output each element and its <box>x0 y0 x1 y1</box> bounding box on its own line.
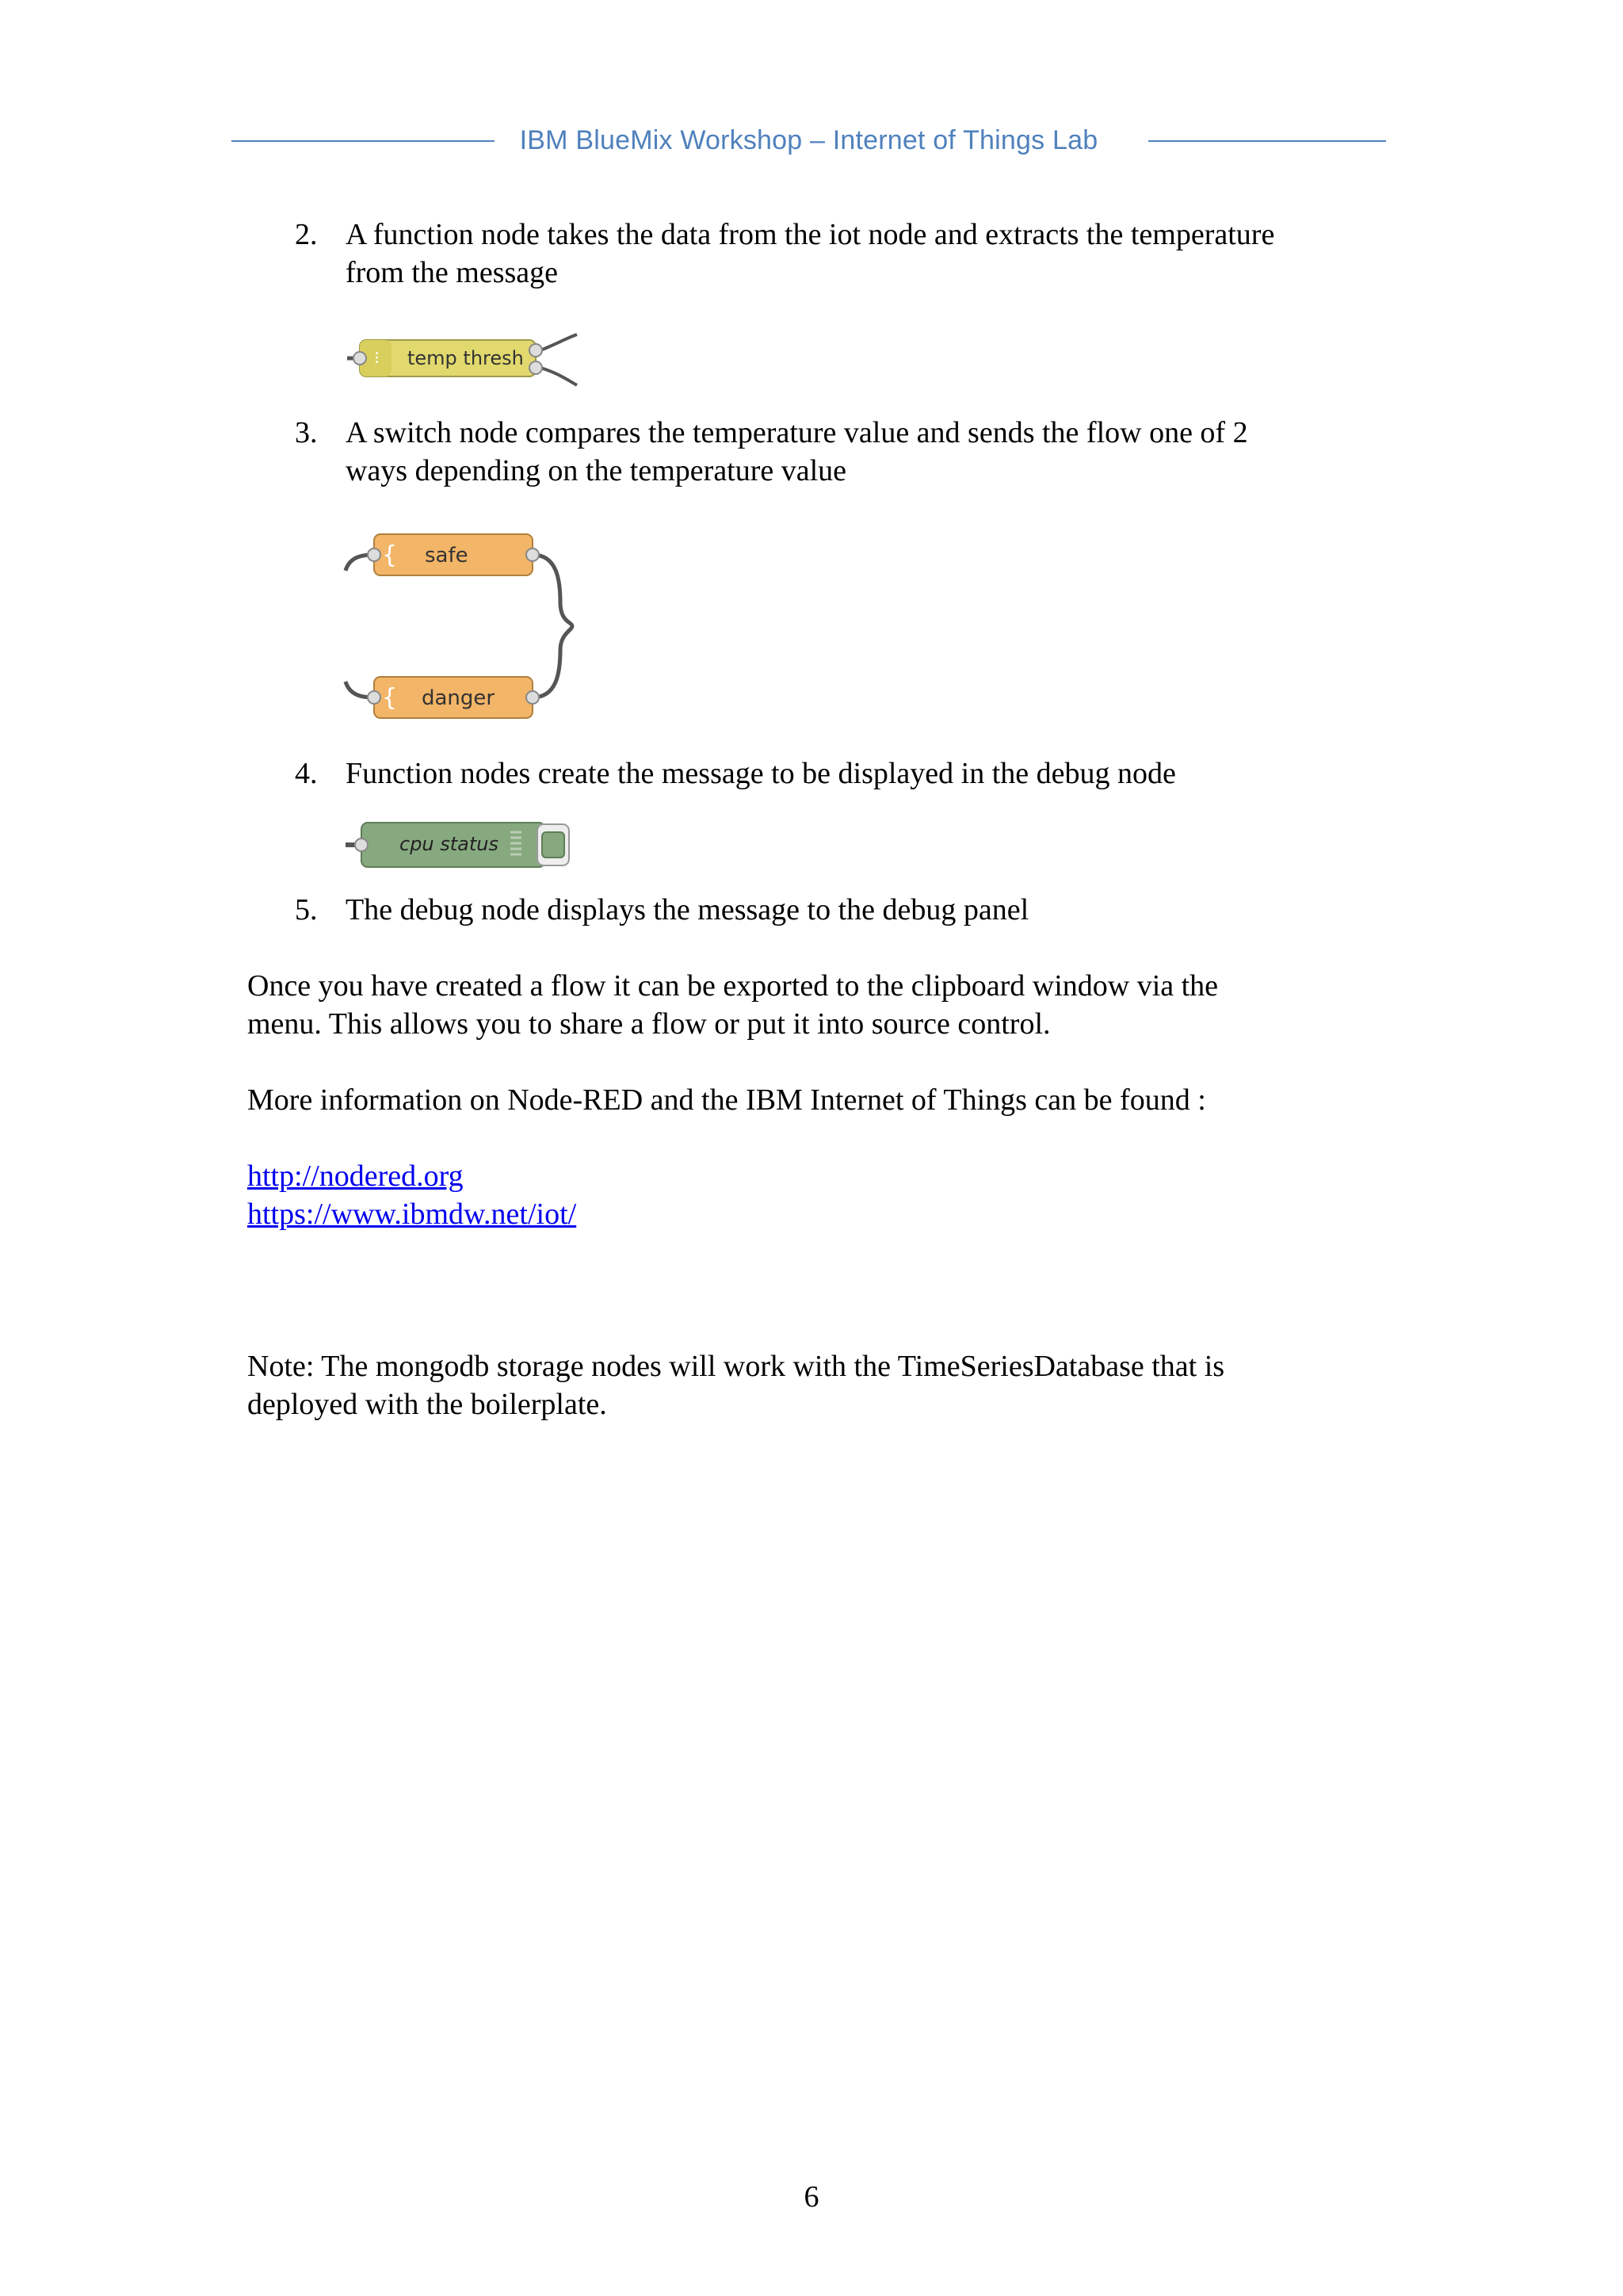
list-item-5-line-1: The debug node displays the message to the debug panel <box>346 893 1029 926</box>
nodered-link[interactable]: http://nodered.org <box>247 1159 464 1193</box>
list-number-3: 3. <box>295 416 318 449</box>
header-rule-right <box>1148 140 1386 142</box>
ibmdw-iot-link[interactable]: https://www.ibmdw.net/iot/ <box>247 1198 577 1231</box>
list-number-5: 5. <box>295 893 318 926</box>
page-number: 6 <box>804 2180 819 2214</box>
safe-label: safe <box>425 544 468 567</box>
list-item-2-line-2: from the message <box>346 256 559 289</box>
header-title: IBM BlueMix Workshop – Internet of Things Lab <box>519 125 1098 155</box>
export-paragraph-line-1: Once you have created a flow it can be exported to the clipboard window via the <box>247 969 1219 1003</box>
danger-label: danger <box>422 686 495 710</box>
list-number-4: 4. <box>295 757 318 790</box>
svg-text:{: { <box>382 541 398 569</box>
list-item-3-line-1: A switch node compares the temperature value and sends the flow one of 2 <box>346 416 1248 449</box>
list-item-3-line-2: ways depending on the temperature value <box>346 454 847 487</box>
svg-text:⁝: ⁝ <box>374 349 380 369</box>
cpu-status-label: cpu status <box>399 833 499 855</box>
cpu-status-node-image <box>342 808 580 872</box>
switch-nodes-image <box>342 523 580 729</box>
export-paragraph-line-2: menu. This allows you to share a flow or put it into source control. <box>247 1007 1051 1041</box>
temp-thresh-node-image <box>342 327 580 390</box>
svg-text:{: { <box>382 684 398 712</box>
list-item-2-line-1: A function node takes the data from the iot node and extracts the temperature <box>346 218 1275 251</box>
note-paragraph-line-2: deployed with the boilerplate. <box>247 1388 607 1421</box>
page-header <box>231 125 1386 163</box>
list-number-2: 2. <box>295 218 318 251</box>
more-info-paragraph: More information on Node-RED and the IBM Internet of Things can be found : <box>247 1083 1206 1117</box>
list-item-4-line-1: Function nodes create the message to be displayed in the debug node <box>346 757 1176 790</box>
temp-thresh-label: temp thresh <box>407 347 524 369</box>
note-paragraph-line-1: Note: The mongodb storage nodes will work with the TimeSeriesDatabase that is <box>247 1350 1225 1383</box>
